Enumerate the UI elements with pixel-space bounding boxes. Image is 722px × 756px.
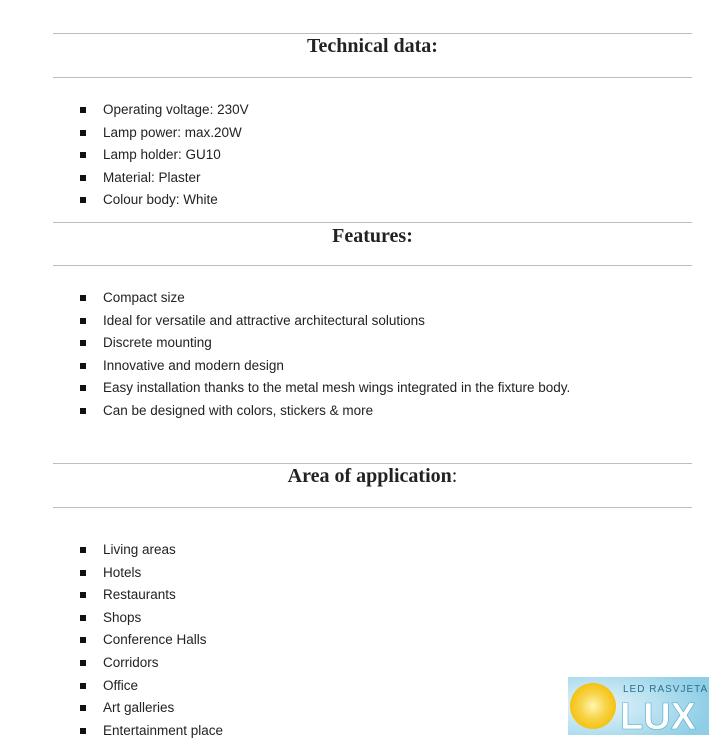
bullet-icon xyxy=(80,363,86,369)
bullet-icon xyxy=(80,340,86,346)
technical-data-list xyxy=(0,99,249,212)
bullet-icon xyxy=(80,615,86,621)
logo-brand: LUX xyxy=(620,696,696,735)
logo-tagline: LED RASVJETA xyxy=(623,684,709,695)
divider xyxy=(53,222,692,223)
application-heading: Area of application: xyxy=(287,465,458,487)
list-item: Living areas xyxy=(0,539,223,562)
bullet-icon xyxy=(80,152,86,158)
list-item: Colour body: White xyxy=(0,189,249,212)
divider xyxy=(53,265,692,266)
list-item: Discrete mounting xyxy=(0,332,570,355)
list-item: Material: Plaster xyxy=(0,167,249,190)
list-item: Entertainment place xyxy=(0,720,223,743)
list-item: Can be designed with colors, stickers & more xyxy=(0,400,570,423)
bullet-icon xyxy=(80,197,86,203)
bullet-icon xyxy=(80,660,86,666)
bullet-icon xyxy=(80,318,86,324)
bullet-icon xyxy=(80,130,86,136)
features-list xyxy=(0,287,570,423)
divider xyxy=(53,77,692,78)
list-item: Corridors xyxy=(0,652,223,675)
lux-logo xyxy=(568,677,709,735)
sun-icon xyxy=(570,683,616,729)
list-item: Office xyxy=(0,675,223,698)
list-item: Innovative and modern design xyxy=(0,355,570,378)
list-item: Conference Halls xyxy=(0,629,223,652)
bullet-icon xyxy=(80,570,86,576)
list-item: Compact size xyxy=(0,287,570,310)
application-list xyxy=(0,539,223,742)
bullet-icon xyxy=(80,295,86,301)
list-item: Shops xyxy=(0,607,223,630)
divider xyxy=(53,507,692,508)
technical-data-heading: Technical data: xyxy=(307,35,438,57)
bullet-icon xyxy=(80,728,86,734)
bullet-icon xyxy=(80,683,86,689)
list-item: Easy installation thanks to the metal mesh wings integrated in the fixture body. xyxy=(0,377,570,400)
bullet-icon xyxy=(80,408,86,414)
bullet-icon xyxy=(80,637,86,643)
bullet-icon xyxy=(80,107,86,113)
bullet-icon xyxy=(80,592,86,598)
bullet-icon xyxy=(80,175,86,181)
list-item: Operating voltage: 230V xyxy=(0,99,249,122)
list-item: Lamp holder: GU10 xyxy=(0,144,249,167)
list-item: Hotels xyxy=(0,562,223,585)
list-item: Restaurants xyxy=(0,584,223,607)
features-heading: Features: xyxy=(332,225,413,247)
list-item: Art galleries xyxy=(0,697,223,720)
bullet-icon xyxy=(80,705,86,711)
bullet-icon xyxy=(80,385,86,391)
list-item: Ideal for versatile and attractive architectural solutions xyxy=(0,310,570,333)
bullet-icon xyxy=(80,547,86,553)
list-item: Lamp power: max.20W xyxy=(0,122,249,145)
